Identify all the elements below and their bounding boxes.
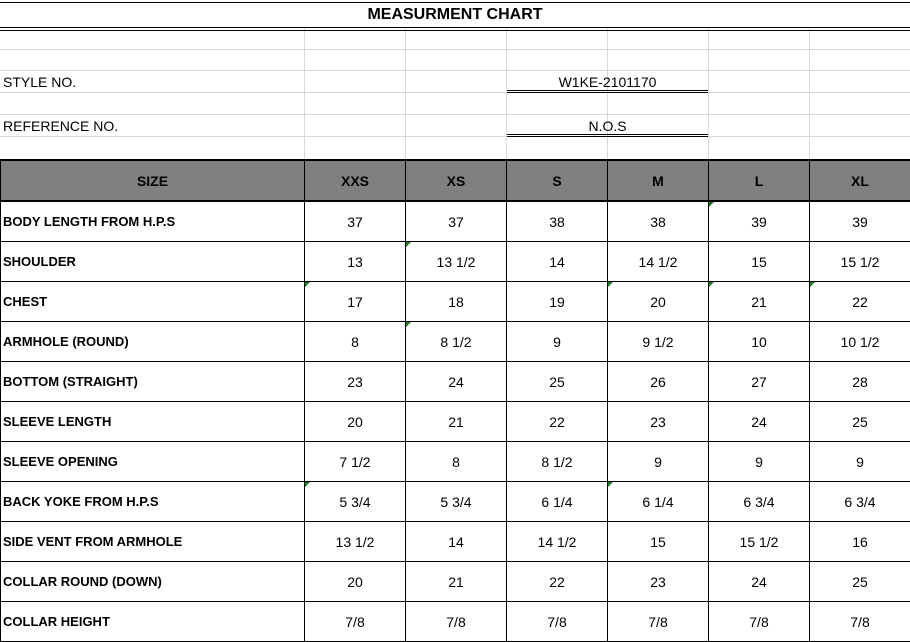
- table-row: [1, 201, 910, 242]
- table-cell: 20: [305, 562, 406, 602]
- table-cell: 39: [709, 201, 810, 242]
- column-header: M: [608, 160, 709, 201]
- table-cell: 21: [406, 562, 507, 602]
- cell-indicator-icon: [810, 282, 815, 287]
- table-cell: 8: [406, 442, 507, 482]
- table-cell: 7/8: [305, 602, 406, 642]
- cell-indicator-icon: [709, 282, 714, 287]
- table-cell: 7/8: [810, 602, 910, 642]
- table-cell: 17: [305, 282, 406, 322]
- table-row: [1, 282, 910, 322]
- table-cell: 10: [709, 322, 810, 362]
- row-label: ARMHOLE (ROUND): [1, 322, 305, 362]
- reference-no-value: N.O.S: [507, 118, 708, 134]
- column-header: L: [709, 160, 810, 201]
- row-label: SIDE VENT FROM ARMHOLE: [1, 522, 305, 562]
- table-cell: 24: [709, 402, 810, 442]
- table-cell: 7/8: [406, 602, 507, 642]
- column-header: XXS: [305, 160, 406, 201]
- table-row: [1, 322, 910, 362]
- table-cell: 13 1/2: [305, 522, 406, 562]
- table-cell: 20: [608, 282, 709, 322]
- gridline: [0, 70, 910, 71]
- table-cell: 15 1/2: [810, 242, 910, 282]
- gridline: [304, 28, 305, 159]
- gridline: [0, 114, 910, 115]
- table-cell: 6 1/4: [608, 482, 709, 522]
- gridline: [506, 28, 507, 159]
- table-cell: 37: [305, 201, 406, 242]
- gridline: [0, 92, 910, 93]
- table-cell: 13: [305, 242, 406, 282]
- cell-indicator-icon: [608, 282, 613, 287]
- table-cell: 21: [406, 402, 507, 442]
- column-header: XS: [406, 160, 507, 201]
- gridline: [0, 49, 910, 50]
- table-cell: 22: [507, 402, 608, 442]
- table-cell: 13 1/2: [406, 242, 507, 282]
- table-cell: 25: [507, 362, 608, 402]
- table-cell: 25: [810, 562, 910, 602]
- cell-indicator-icon: [608, 482, 613, 487]
- table-cell: 16: [810, 522, 910, 562]
- reference-no-label: REFERENCE NO.: [3, 118, 118, 134]
- gridline: [607, 28, 608, 159]
- table-cell: 14: [507, 242, 608, 282]
- table-cell: 9: [507, 322, 608, 362]
- table-row: [1, 442, 910, 482]
- reference-no-underline: [507, 134, 708, 137]
- table-cell: 14 1/2: [507, 522, 608, 562]
- table-cell: 18: [406, 282, 507, 322]
- row-label: SHOULDER: [1, 242, 305, 282]
- cell-indicator-icon: [305, 482, 310, 487]
- table-cell: 20: [305, 402, 406, 442]
- cell-indicator-icon: [406, 242, 411, 247]
- table-cell: 9 1/2: [608, 322, 709, 362]
- table-row: [1, 402, 910, 442]
- table-cell: 25: [810, 402, 910, 442]
- table-cell: 9: [810, 442, 910, 482]
- table-cell: 22: [507, 562, 608, 602]
- cell-indicator-icon: [305, 282, 310, 287]
- table-cell: 9: [709, 442, 810, 482]
- row-label: BOTTOM (STRAIGHT): [1, 362, 305, 402]
- table-row: [1, 482, 910, 522]
- table-cell: 8 1/2: [406, 322, 507, 362]
- table-cell: 5 3/4: [305, 482, 406, 522]
- gridline: [0, 136, 910, 137]
- table-cell: 6 1/4: [507, 482, 608, 522]
- table-row: [1, 602, 910, 642]
- table-header-row: [1, 160, 910, 201]
- table-cell: 28: [810, 362, 910, 402]
- row-label: BODY LENGTH FROM H.P.S: [1, 201, 305, 242]
- table-cell: 7 1/2: [305, 442, 406, 482]
- column-header: S: [507, 160, 608, 201]
- table-cell: 10 1/2: [810, 322, 910, 362]
- table-cell: 6 3/4: [810, 482, 910, 522]
- table-cell: 6 3/4: [709, 482, 810, 522]
- table-cell: 23: [305, 362, 406, 402]
- table-cell: 15: [709, 242, 810, 282]
- table-cell: 14: [406, 522, 507, 562]
- table-cell: 27: [709, 362, 810, 402]
- table-row: [1, 522, 910, 562]
- table-cell: 23: [608, 402, 709, 442]
- style-no-label: STYLE NO.: [3, 74, 76, 90]
- table-cell: 39: [810, 201, 910, 242]
- table-row: [1, 242, 910, 282]
- gridline: [708, 28, 709, 159]
- table-cell: 7/8: [608, 602, 709, 642]
- style-no-value: W1KE-2101170: [507, 74, 708, 90]
- table-cell: 37: [406, 201, 507, 242]
- gridline: [405, 28, 406, 159]
- table-cell: 8: [305, 322, 406, 362]
- table-cell: 8 1/2: [507, 442, 608, 482]
- cell-indicator-icon: [709, 202, 714, 207]
- row-label: COLLAR HEIGHT: [1, 602, 305, 642]
- table-cell: 26: [608, 362, 709, 402]
- row-label: CHEST: [1, 282, 305, 322]
- table-cell: 19: [507, 282, 608, 322]
- page-title: MEASURMENT CHART: [0, 2, 910, 28]
- table-cell: 5 3/4: [406, 482, 507, 522]
- table-cell: 15: [608, 522, 709, 562]
- title-rule: [0, 30, 910, 31]
- table-cell: 7/8: [507, 602, 608, 642]
- row-label: COLLAR ROUND (DOWN): [1, 562, 305, 602]
- table-row: [1, 362, 910, 402]
- table-cell: 38: [507, 201, 608, 242]
- row-label: SLEEVE LENGTH: [1, 402, 305, 442]
- sheet-header-area: [0, 0, 910, 160]
- table-cell: 23: [608, 562, 709, 602]
- table-cell: 9: [608, 442, 709, 482]
- gridline: [809, 28, 810, 159]
- table-cell: 24: [709, 562, 810, 602]
- table-cell: 15 1/2: [709, 522, 810, 562]
- row-label: SLEEVE OPENING: [1, 442, 305, 482]
- table-cell: 7/8: [709, 602, 810, 642]
- column-header: XL: [810, 160, 910, 201]
- table-row: [1, 562, 910, 602]
- table-cell: 22: [810, 282, 910, 322]
- table-cell: 38: [608, 201, 709, 242]
- table-cell: 21: [709, 282, 810, 322]
- style-no-underline: [507, 90, 708, 93]
- table-cell: 14 1/2: [608, 242, 709, 282]
- measurement-table: [0, 159, 910, 642]
- cell-indicator-icon: [406, 322, 411, 327]
- table-cell: 24: [406, 362, 507, 402]
- row-label: BACK YOKE FROM H.P.S: [1, 482, 305, 522]
- column-header-size: SIZE: [1, 160, 305, 201]
